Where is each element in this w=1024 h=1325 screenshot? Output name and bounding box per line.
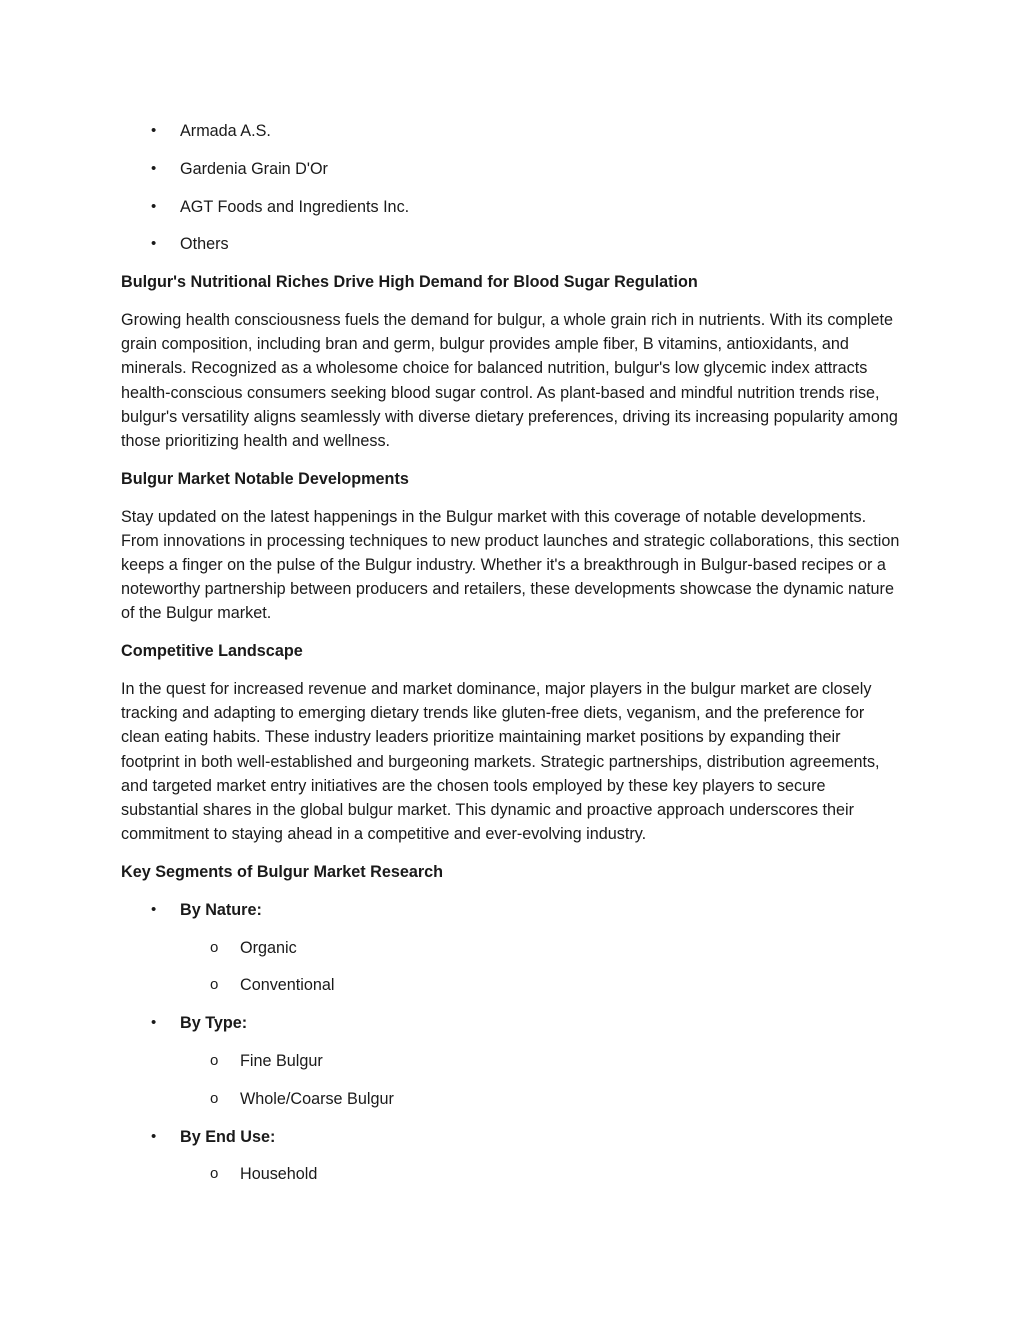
bullet-icon: •: [151, 1014, 157, 1032]
segment-sublist: [180, 936, 901, 998]
section-heading: Competitive Landscape: [121, 642, 303, 661]
section-heading: Bulgur's Nutritional Riches Drive High Demand for Blood Sugar Regulation: [121, 273, 698, 292]
bullet-icon: •: [151, 159, 157, 177]
segment-group: [121, 1125, 901, 1187]
segments-list: [121, 898, 901, 1187]
bullet-icon: •: [151, 197, 157, 215]
segment-sublist: [180, 1049, 901, 1111]
list-item: • Gardenia Grain D'Or: [121, 157, 901, 181]
section-paragraph: Stay updated on the latest happenings in the Bulgur market with this coverage of notable developments. From innovations in processing techniques to new product launches and strategic collaborations, this section keeps a finger on the pulse of the Bulgur industry. Whether it's a breakthrough in Bulgur-based recipes or a noteworthy partnership between producers and retailers, these developments showcase the dynamic nature of the Bulgur market.: [121, 507, 900, 623]
segment-label: By End Use:: [180, 1127, 276, 1146]
list-item: • Armada A.S.: [121, 119, 901, 143]
segments-heading: Key Segments of Bulgur Market Research: [121, 863, 444, 882]
circle-bullet-icon: o: [210, 938, 219, 956]
section-paragraph: In the quest for increased revenue and market dominance, major players in the bulgur market are closely tracking and adapting to emerging dietary trends like gluten-free diets, veganism, and the preference for clean eating habits. These industry leaders prioritize maintaining market positions by expanding their footprint in both well-established and burgeoning markets. Strategic partnerships, distribution agreements, and targeted market entry initiatives are the chosen tools employed by these key players to secure substantial shares in the global bulgur market. This dynamic and proactive approach underscores their commitment to staying ahead in a competitive and ever-evolving industry.: [121, 680, 880, 844]
circle-bullet-icon: o: [210, 1052, 219, 1069]
bullet-icon: •: [151, 122, 157, 139]
bullet-icon: •: [151, 235, 157, 253]
bullet-icon: •: [151, 900, 157, 918]
circle-bullet-icon: o: [210, 1165, 219, 1183]
sub-list-item: o Organic: [180, 936, 901, 960]
segment-sublist: [180, 1162, 901, 1186]
segment-label: By Type:: [180, 1014, 248, 1033]
segment-group: [121, 898, 901, 998]
list-item: • Others: [121, 232, 901, 256]
document-page: [121, 119, 901, 1200]
sub-list-item: o Conventional: [180, 973, 901, 997]
bullet-icon: •: [151, 1127, 157, 1145]
segment-group: [121, 1011, 901, 1111]
circle-bullet-icon: o: [210, 1089, 219, 1107]
section-heading: Bulgur Market Notable Developments: [121, 469, 409, 488]
segment-label: By Nature:: [180, 900, 262, 919]
sub-list-item: o Fine Bulgur: [180, 1049, 901, 1073]
sub-list-item: o Household: [180, 1162, 901, 1186]
section-paragraph: Growing health consciousness fuels the demand for bulgur, a whole grain rich in nutrients. With its complete grain composition, including bran and germ, bulgur provides ample fiber, B vitamins, antioxidants, and minerals. Recognized as a wholesome choice for balanced nutrition, bulgur's low glycemic index attracts health-conscious consumers seeking blood sugar control. As plant-based and mindful nutrition trends rise, bulgur's versatility aligns seamlessly with diverse dietary preferences, driving its increasing popularity among those prioritizing health and wellness.: [121, 310, 898, 450]
list-item: • AGT Foods and Ingredients Inc.: [121, 195, 901, 219]
company-list: [121, 119, 901, 257]
sub-list-item: o Whole/Coarse Bulgur: [180, 1087, 901, 1111]
circle-bullet-icon: o: [210, 976, 219, 994]
